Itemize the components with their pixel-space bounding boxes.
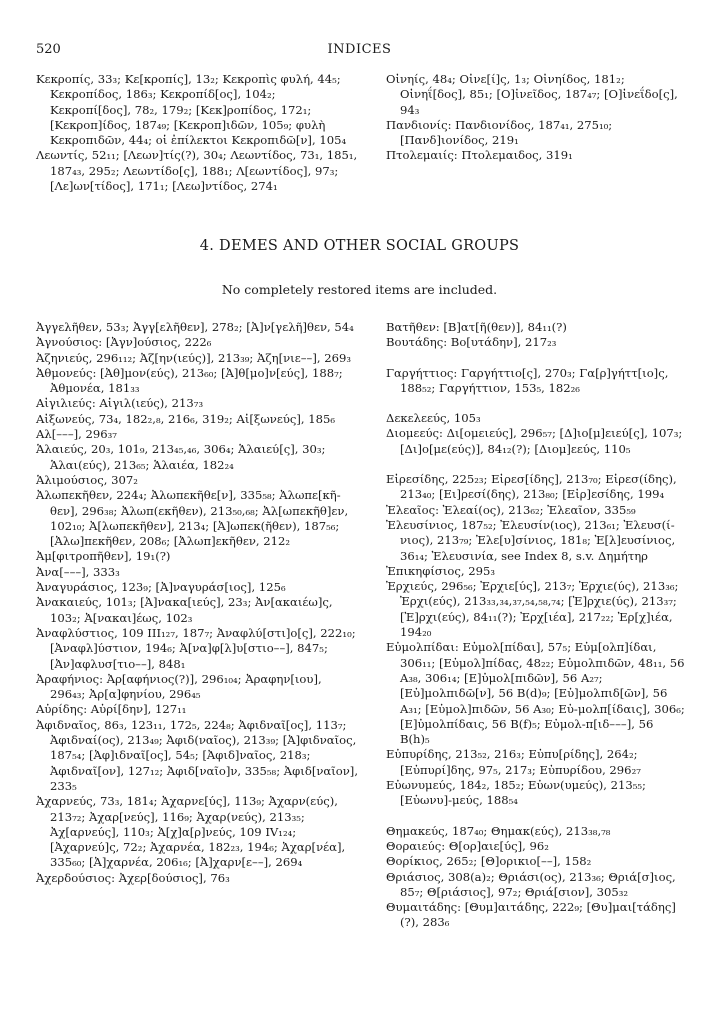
running-head: INDICES — [327, 42, 392, 57]
index-entry: Ἀνα[–––], 333₃ — [36, 564, 120, 579]
index-entry: Ἀραφήνιος: Ἀρ[αφήνιος(?)], 296₁₀₄; Ἀραφην[ιου], 296₄₃; Ἀρ[α]φηνίου, 296₄₅ — [36, 671, 322, 702]
index-entry: Αἰγιλιεύς: Αἰγιλ(ιεύς), 213₇₃ — [36, 396, 204, 411]
index-entry: Αὐρίδης: Αὐρί[δην], 127₁₁ — [36, 702, 187, 717]
index-entry: Δεκελεεύς, 105₃ — [386, 411, 481, 426]
index-entry: Θριάσιος, 308(a)₂; Θριάσι(ος), 213₃₆; Θριά[σ]ιος, 85₇; Θ[ριάσιος], 97₂; Θριά[σιον], 305₃₂ — [386, 869, 676, 899]
index-entry: Θορίκιος, 265₂; [Θ]ορικιο[––], 158₂ — [386, 854, 592, 869]
right-index-column — [386, 320, 686, 931]
index-entry: Κεκροπίς, 33₃; Κε[κροπίς], 13₂; Κεκροπὶς φυλή, 44₅; Κεκροπίδος, 186₃; Κεκροπίδ[ος], 104₂; Κεκροπί[δος], 78₂, 179₂; [Κεκ]ροπίδος, 172₁; [Κεκροπ]ίδος, 187₄₉; [Κεκροπ]ιδῶν, 105₉; φυλὴ Κεκροπιδῶν, 44₄; οἱ ἐπίλεκτοι Κεκροπιδῶ[ν], 105₄ — [36, 72, 347, 148]
index-entry: Ἀζηνιεύς, 296₁₁₂; Ἀζ[ην(ιεύς)], 213₃₉; Ἀζη[νιε––], 269₃ — [36, 350, 351, 365]
index-entry: Βατῆθεν: [Β]ατ[ῆ(θεν)], 84₁₁(?) — [386, 320, 567, 334]
top-left-column — [36, 72, 358, 194]
left-index-column — [36, 320, 358, 886]
index-entry: Ἀνακαιεύς, 101₃; [Ἀ]νακα[ιεύς], 23₃; Ἀν[ακαιέω]ς, 103₂; Ἀ[νακαι]έως, 102₃ — [36, 595, 333, 625]
index-entry: Αἰξωνεύς, 73₄, 182₂,₈, 216₆, 319₂; Αἰ[ξωνεύς], 185₆ — [36, 411, 336, 426]
index-entry: Διομεεύς: Δι[ομειεύς], 296₅₇; [Δ]ιο[μ]ειεύ[ς], 107₃; [Δι]ο[με(εύς)], 84₁₂(?); [Διομ]εεύς, 110₅ — [386, 426, 683, 456]
index-entry: Ἁλαιεύς, 20₃, 101₉, 213₄₅,₄₆, 306₄; Ἁλαιεύ[ς], 30₃; Ἁλαι(εύς), 213₆₅; Ἁλαιέα, 182₂₄ — [36, 442, 326, 472]
index-entry: Ἐπικηφίσιος, 295₃ — [386, 563, 495, 578]
index-entry: Ἀγγελῆθεν, 53₃; Ἀγγ[ελῆθεν], 278₂; [Ἀ]ν[γελῆ]θεν, 54₄ — [36, 320, 354, 334]
index-entry: Λεωντίς, 52₁₁; [Λεων]τίς(?), 30₄; Λεωντίδος, 73₁, 185₁, 187₄₃, 295₂; Λεωντίδο[ς], 188₁; Λ[εωντίδος], 97₃; [Λε]ων[τίδος], 171₁; [Λεω]ντίδος, 274₁ — [36, 148, 358, 194]
index-entry: Εὐωνυμεύς, 184₂, 185₂; Εὐων(υμεύς), 213₅₅; [Εὐωνυ]-μεύς, 188₅₄ — [386, 778, 646, 808]
index-entry: Ἐλεαῖος: Ἐλεαί(ος), 213₆₂; Ἐλεαῖον, 335₅₉ — [386, 502, 636, 517]
index-entry: Ἀγνούσιος: [Ἀγν]ούσιος, 222₆ — [36, 335, 212, 350]
index-entry: Πανδιονίς: Πανδιονίδος, 187₄₁, 275₁₀; [Πανδ]ιονίδος, 219₁ — [386, 117, 613, 148]
index-entry: Ἁλιμούσιος, 307₂ — [36, 472, 138, 487]
index-entry: Πτολεμαιίς: Πτολεμαιδος, 319₁ — [386, 148, 573, 163]
index-entry: Ἀθμονεύς: [Ἀθ]μον(εύς), 213₆₀; [Ἀ]θ[μο]ν[εύς], 188₇; Ἀθμονέα, 181₃₃ — [36, 365, 343, 396]
index-entry: Εὐμολπίδαι: Εὐμολ[πίδαι], 57₅; Εὐμ[ολπ]ίδαι, 306₁₁; [Εὐμολ]πίδας, 48₂₂; Εὐμολπιδῶν, 48₁₁, 56 A₃₈, 306₁₄; [Ε]ὐμολ[πιδῶν], 56 A₂₇; [Εὐ]μολπιδῶ[ν], 56 B(d)₉; [Εὐ]μολπιδ[ῶν], 56 A₃₁; [Εὐμολ]πιδῶν, 56 A₃₀; Εὐ-μολπ[ίδαις], 306₆; [Ε]ὐμολπίδαις, 56 B(f)₅; Εὐμολ-π[ιδ–––], 56 B(h)₅ — [386, 640, 685, 747]
index-entry: Ἀχαρνεύς, 73₃, 181₄; Ἀχαρνε[ύς], 113₉; Ἀχαρν(εύς), 213₇₂; Ἀχαρ[νεύς], 116₉; Ἀχαρ(νεύς), 213₃₅; Ἀχ[αρνεύς], 110₃; Ἀ[χ]α[ρ]νεύς, 109 IV₁₂₄; [Ἀχαρνεύ]ς, 72₂; Ἀχαρνέα, 182₂₃, 194₆; Ἀχαρ[νέα], 335₆₀; [Ἀ]χαρνέα, 206₁₆; [Ἀ]χαρν[ε––], 269₄ — [36, 794, 346, 870]
index-entry: Θυμαιτάδης: [Θυμ]αιτάδης, 222₉; [Θυ]μαι[τάδης](?), 283₆ — [386, 900, 676, 930]
index-entry: Ἐρχιεύς, 296₅₆; Ἐρχιε[ύς], 213₇; Ἐρχιε(ύς), 213₃₆; Ἐρχι(εύς), 213₃₃,₃₄,₃₇,₅₄,₅₈,₇₄; [Ἐ]ρχιε(ύς), 213₃₇; [Ἐ]ρχι(εύς), 84₁₁(?); Ἐρχ[ιέα], 217₂₂; Ἐρ[χ]ιέα, 194₂₀ — [386, 579, 679, 640]
index-entry: Ἀναφλύστιος, 109 III₁₂₇, 187₇; Ἀναφλύ[στι]ο[ς], 222₁₀; [Ἀναφλ]ύστιον, 194₆; Ἀ[να]φ[λ]υ[στιο––], 847₅; [Ἀν]αφλυσ[τιο––], 848₁ — [36, 625, 356, 671]
index-entry: Ἀμ[φιτροπῆθεν], 19₁(?) — [36, 549, 171, 564]
section-heading: 4. DEMES AND OTHER SOCIAL GROUPS — [199, 238, 520, 254]
index-entry: Εὐπυρίδης, 213₅₂, 216₃; Εὐπυ[ρίδης], 264₂; [Εὐπυρί]δης, 97₅, 217₃; Εὐπυρίδου, 296₂₇ — [386, 747, 641, 777]
index-entry: Ἐλευσίνιος, 187₅₂; Ἐλευσίν(ιος), 213₆₁; Ἐλευσ(ί-νιος), 213₇₉; Ἐλε[υ]σίνιος, 181₈; Ἐ[λ]ευσίνιος, 36₁₄; Ἐλευσινία, see Index 8, s.v. Δημήτηρ — [386, 517, 676, 563]
index-entry: Γαργήττιος: Γαργήττιο[ς], 270₃; Γα[ρ]γήττ[ιο]ς, 188₅₂; Γαργήττιον, 153₅, 182₂₆ — [386, 365, 669, 395]
page-number: 520 — [36, 42, 61, 57]
index-entry: Εἰρεσίδης, 225₂₃; Εἰρεσ[ίδης], 213₇₀; Εἰρεσ(ίδης), 213₄₀; [Ει]ρεσί(δης), 213₈₀; [Εἰρ]εσίδης, 199₄ — [386, 472, 677, 502]
section-note: No completely restored items are included. — [221, 282, 498, 297]
index-entry: Ἀφιδναῖος, 86₃, 123₁₁, 172₅, 224₈; Ἀφιδναῖ[ος], 113₇; Ἀφιδναί(ος), 213₄₉; Ἀφιδ(ναῖος), 213₃₉; [Ἀ]φιδναῖος, 187₅₄; [Ἀφ]ιδναῖ[ος], 54₅; [Ἀφιδ]ναῖος, 218₃; Ἀφιδναῖ[ον], 127₁₂; Ἀφιδ[ναῖο]ν, 335₅₈; Ἀφιδ[ναῖον], 233₅ — [36, 717, 358, 793]
index-entry: Θοραιεύς: Θ[ορ]αιε[ύς], 96₂ — [386, 838, 549, 853]
index-entry: Ἀναγυράσιος, 123₉; [Ἀ]ναγυράσ[ιος], 125₆ — [36, 580, 286, 595]
index-entry: Ἀλωπεκῆθεν, 224₄; Ἀλωπεκῆθε[ν], 335₅₈; Ἀλωπε[κῆ-θεν], 296₃₈; Ἀλωπ(εκῆθεν), 213₅₀,₆₈; Ἀλ[ωπεκῆθ]εν, 102₁₀; Ἀ[λωπεκῆθεν], 213₄; [Ἀ]ωπεκ(ῆθεν), 187₅₆; [Ἀλω]πεκῆθεν, 208₆; [Ἀλωπ]εκῆθεν, 212₂ — [36, 488, 349, 549]
index-entry: Βουτάδης: Βο[υτάδην], 217₂₃ — [386, 335, 557, 350]
index-entry: Οἰνηίς, 48₄; Οἰνε[ί]ς, 1₃; Οἰνηίδος, 181₂; Οἰνηΐ[δος], 85₁; [Ο]ἰνεῖδος, 187₄₇; [Ο]ἰνεΐδο[ς], 94₃ — [386, 72, 678, 117]
index-entry: Ἀχερδούσιος: Ἀχερ[δούσιος], 76₃ — [36, 870, 230, 885]
index-entry: Θημακεύς, 187₄₀; Θημακ(εύς), 213₃₈,₇₈ — [386, 823, 611, 838]
top-right-column — [386, 72, 686, 164]
index-entry: Αλ[–––], 296₃₇ — [36, 427, 117, 442]
